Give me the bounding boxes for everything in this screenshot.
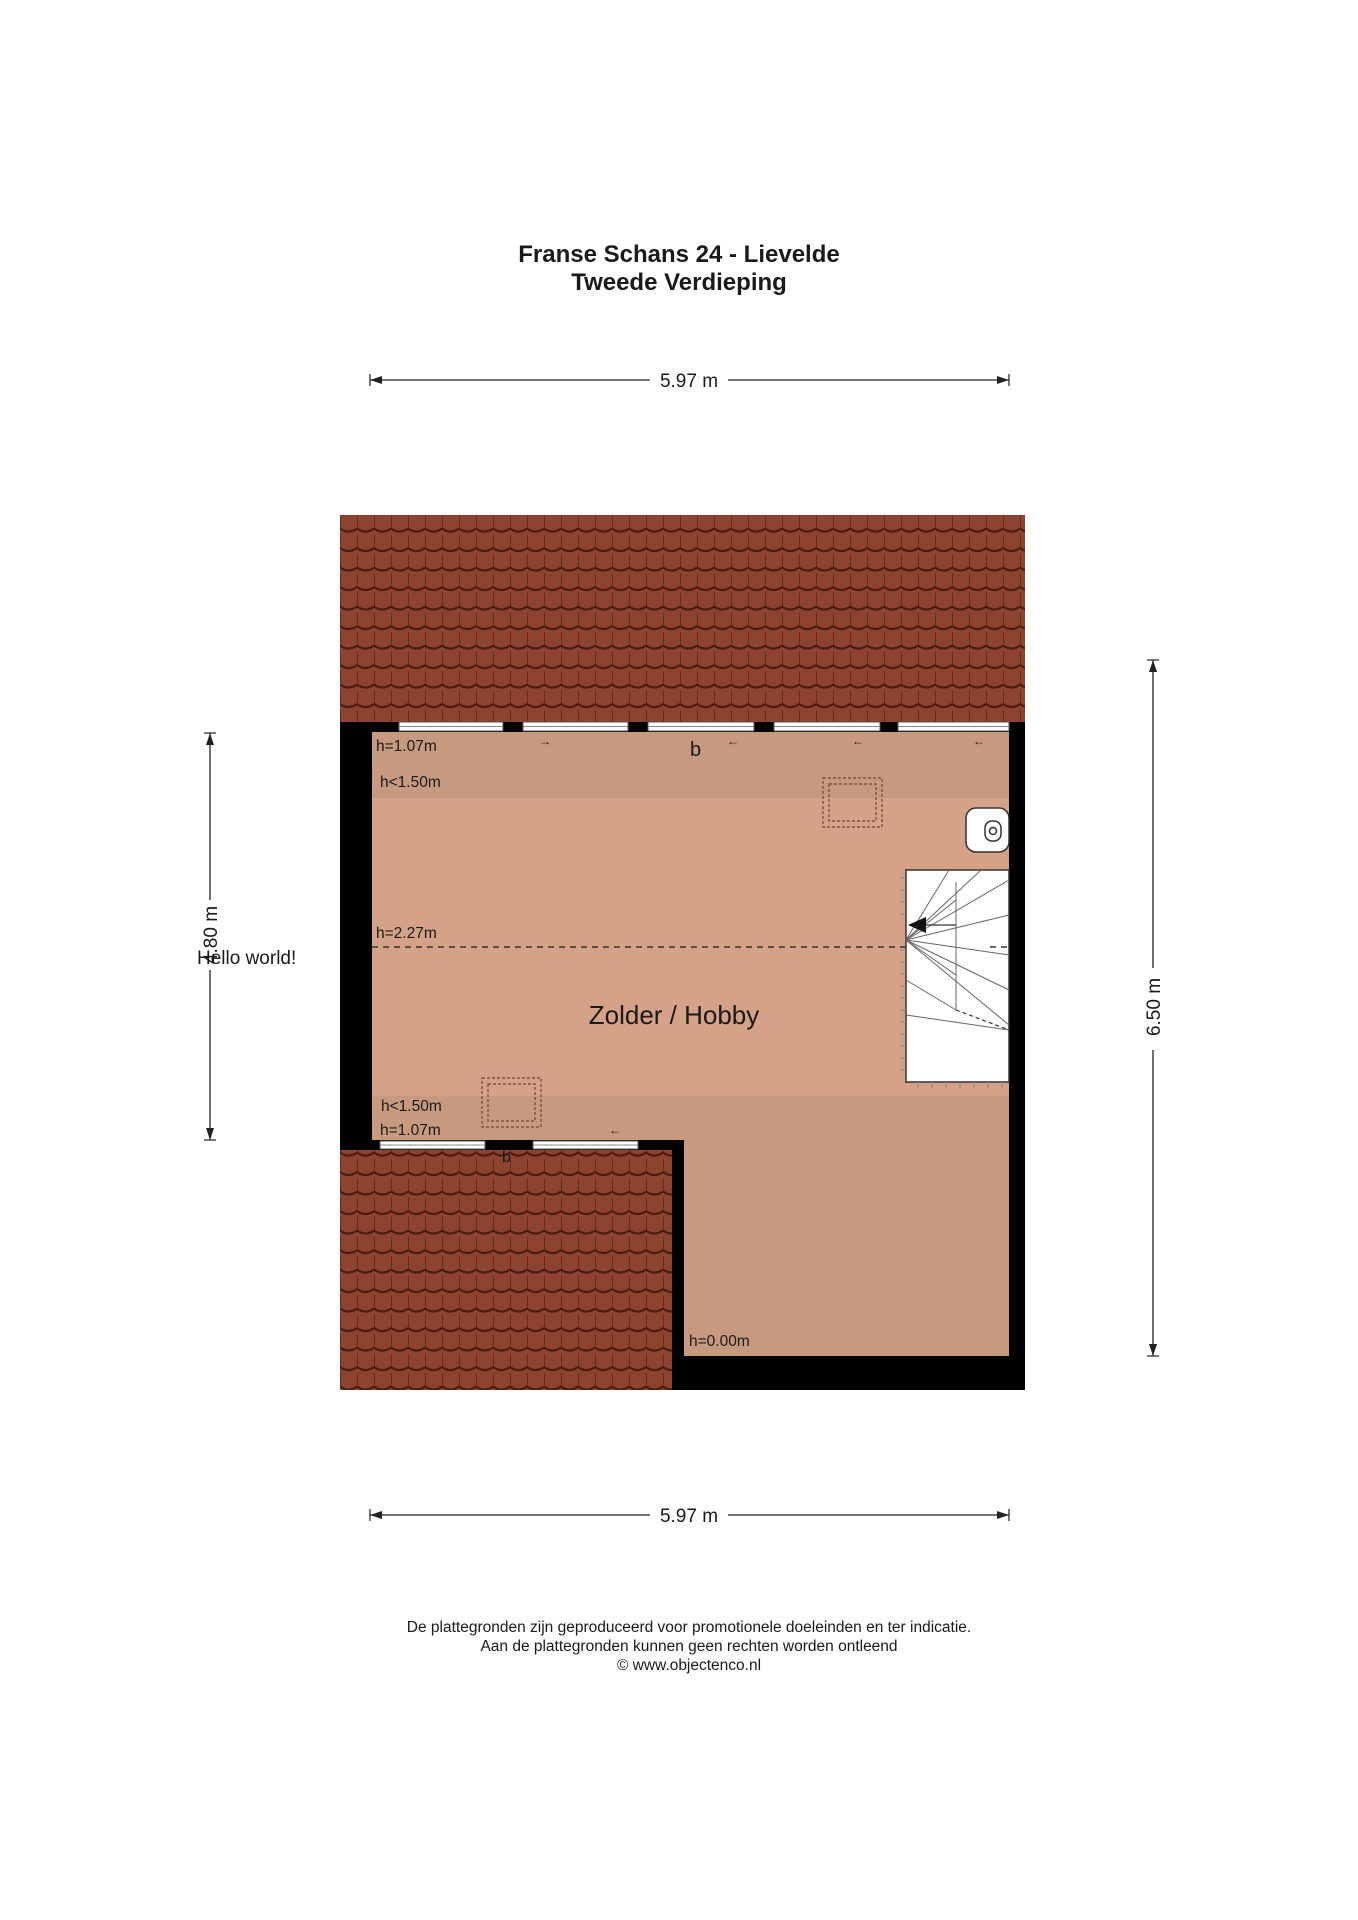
roof-top [340,515,1025,722]
overlay-text: Hello world! [197,948,297,969]
height-ridge: h=2.27m [376,925,437,942]
page-title: Franse Schans 24 - Lievelde [518,241,840,268]
disclaimer-line-2: Aan de plattegronden kunnen geen rechten worden ontleend [480,1638,898,1655]
svg-text:←: ← [609,1123,621,1137]
svg-text:←: ← [727,734,739,748]
dimension-top-label: 5.97 m [659,371,719,392]
boiler-icon [966,808,1009,852]
floor-low-bottom [372,1096,1009,1146]
height-corner: h=0.00m [689,1333,750,1350]
disclaimer-line-1: De plattegronden zijn geproduceerd voor promotionele doeleinden en ter indicatie. [406,1619,972,1636]
window-label-top: b [690,739,702,761]
floor-low-corner [684,1140,1009,1356]
svg-text:←: ← [852,734,864,748]
staircase [900,870,1009,1088]
window-label-bottom: b [502,1149,511,1166]
dimension-right-label: 6.50 m [1144,977,1165,1037]
roof-bottom-left [340,1150,673,1390]
svg-text:←: ← [973,734,985,748]
top-windows [399,722,1009,731]
height-bottom-slope: h<1.50m [381,1098,442,1115]
floor-subtitle: Tweede Verdieping [571,269,787,296]
copyright-link[interactable]: © www.objectenco.nl [616,1657,762,1674]
height-top-wall: h=1.07m [376,738,437,755]
height-top-slope: h<1.50m [380,774,441,791]
height-bottom-wall: h=1.07m [380,1122,441,1139]
room-name: Zolder / Hobby [588,1000,760,1030]
dimension-bottom-label: 5.97 m [659,1506,719,1527]
dimension-left-label: 4.80 m [201,905,222,965]
svg-text:→: → [539,734,551,748]
